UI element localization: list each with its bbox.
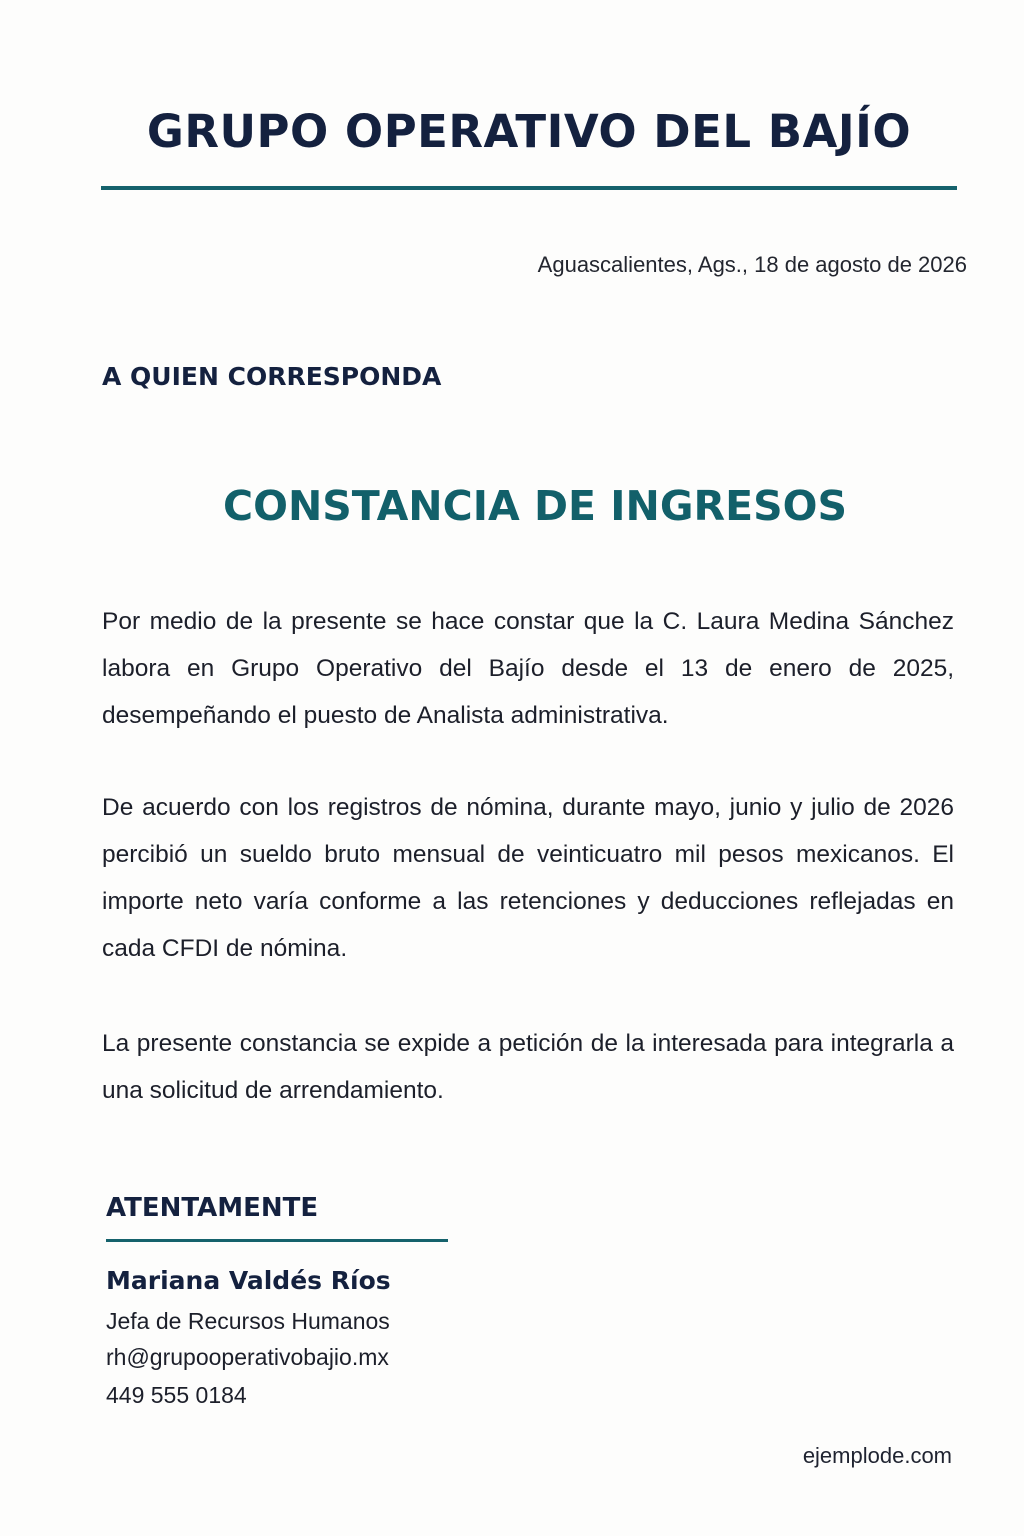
- body-paragraph-income: De acuerdo con los registros de nómina, durante mayo, junio y julio de 2026 percibió un sueldo bruto mensual de veinticuatro mil pesos mexicanos. El importe neto varía conforme a las retenciones y deducciones reflejadas en cada CFDI de nómina.: [102, 794, 954, 962]
- header-divider: [101, 186, 957, 190]
- body-paragraph-purpose: La presente constancia se expide a petición de la interesada para integrarla a una solicitud de arrendamiento.: [102, 1030, 954, 1104]
- document-title: CONSTANCIA DE INGRESOS: [223, 482, 847, 530]
- signature-line: [106, 1239, 448, 1242]
- signer-phone: 449 555 0184: [106, 1382, 247, 1408]
- footer-website: ejemplode.com: [802, 1443, 952, 1468]
- signer-name: Mariana Valdés Ríos: [106, 1266, 391, 1295]
- body-paragraph-employment: Por medio de la presente se hace constar que la C. Laura Medina Sánchez labora en Grupo Operativo del Bajío desde el 13 de enero de 2025, desempeñando el puesto de Analista administrativa.: [102, 608, 954, 729]
- company-name: GRUPO OPERATIVO DEL BAJÍO: [146, 105, 912, 158]
- signer-email: rh@grupooperativobajio.mx: [106, 1344, 389, 1370]
- closing: ATENTAMENTE: [106, 1193, 319, 1223]
- salutation: A QUIEN CORRESPONDA: [102, 362, 442, 391]
- place-and-date: Aguascalientes, Ags., 18 de agosto de 2026: [537, 252, 967, 277]
- signer-position: Jefa de Recursos Humanos: [106, 1308, 390, 1334]
